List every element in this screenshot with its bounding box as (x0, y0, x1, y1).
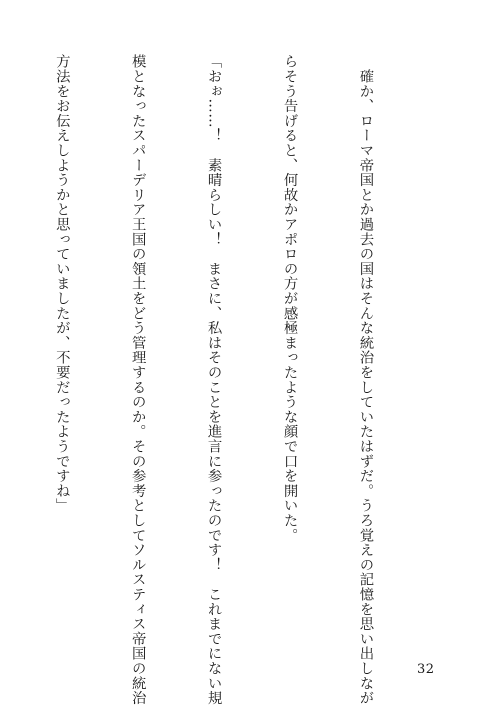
text-line: 「おぉ……！ 素晴らしい！ まさに、私はそのことを進言に参ったのです！ これまでにない規 (205, 54, 222, 706)
page-number: 32 (417, 662, 435, 677)
text-line: 方法をお伝えしようかと思っていましたが、不要だったようですね」 (53, 54, 70, 513)
text-line: 確か、ローマ帝国とか過去の国はそんな統治をしていたはずだ。うろ覚えの記憶を思い出しなが (357, 54, 374, 706)
text-line: らそう告げると、何故かアポロの方が感極まったような顔で口を開いた。 (281, 54, 298, 543)
text-line: 模となったスパーデリア王国の領土をどう管理するのか。その参考としてソルスティス帝国の統治 (129, 54, 146, 706)
